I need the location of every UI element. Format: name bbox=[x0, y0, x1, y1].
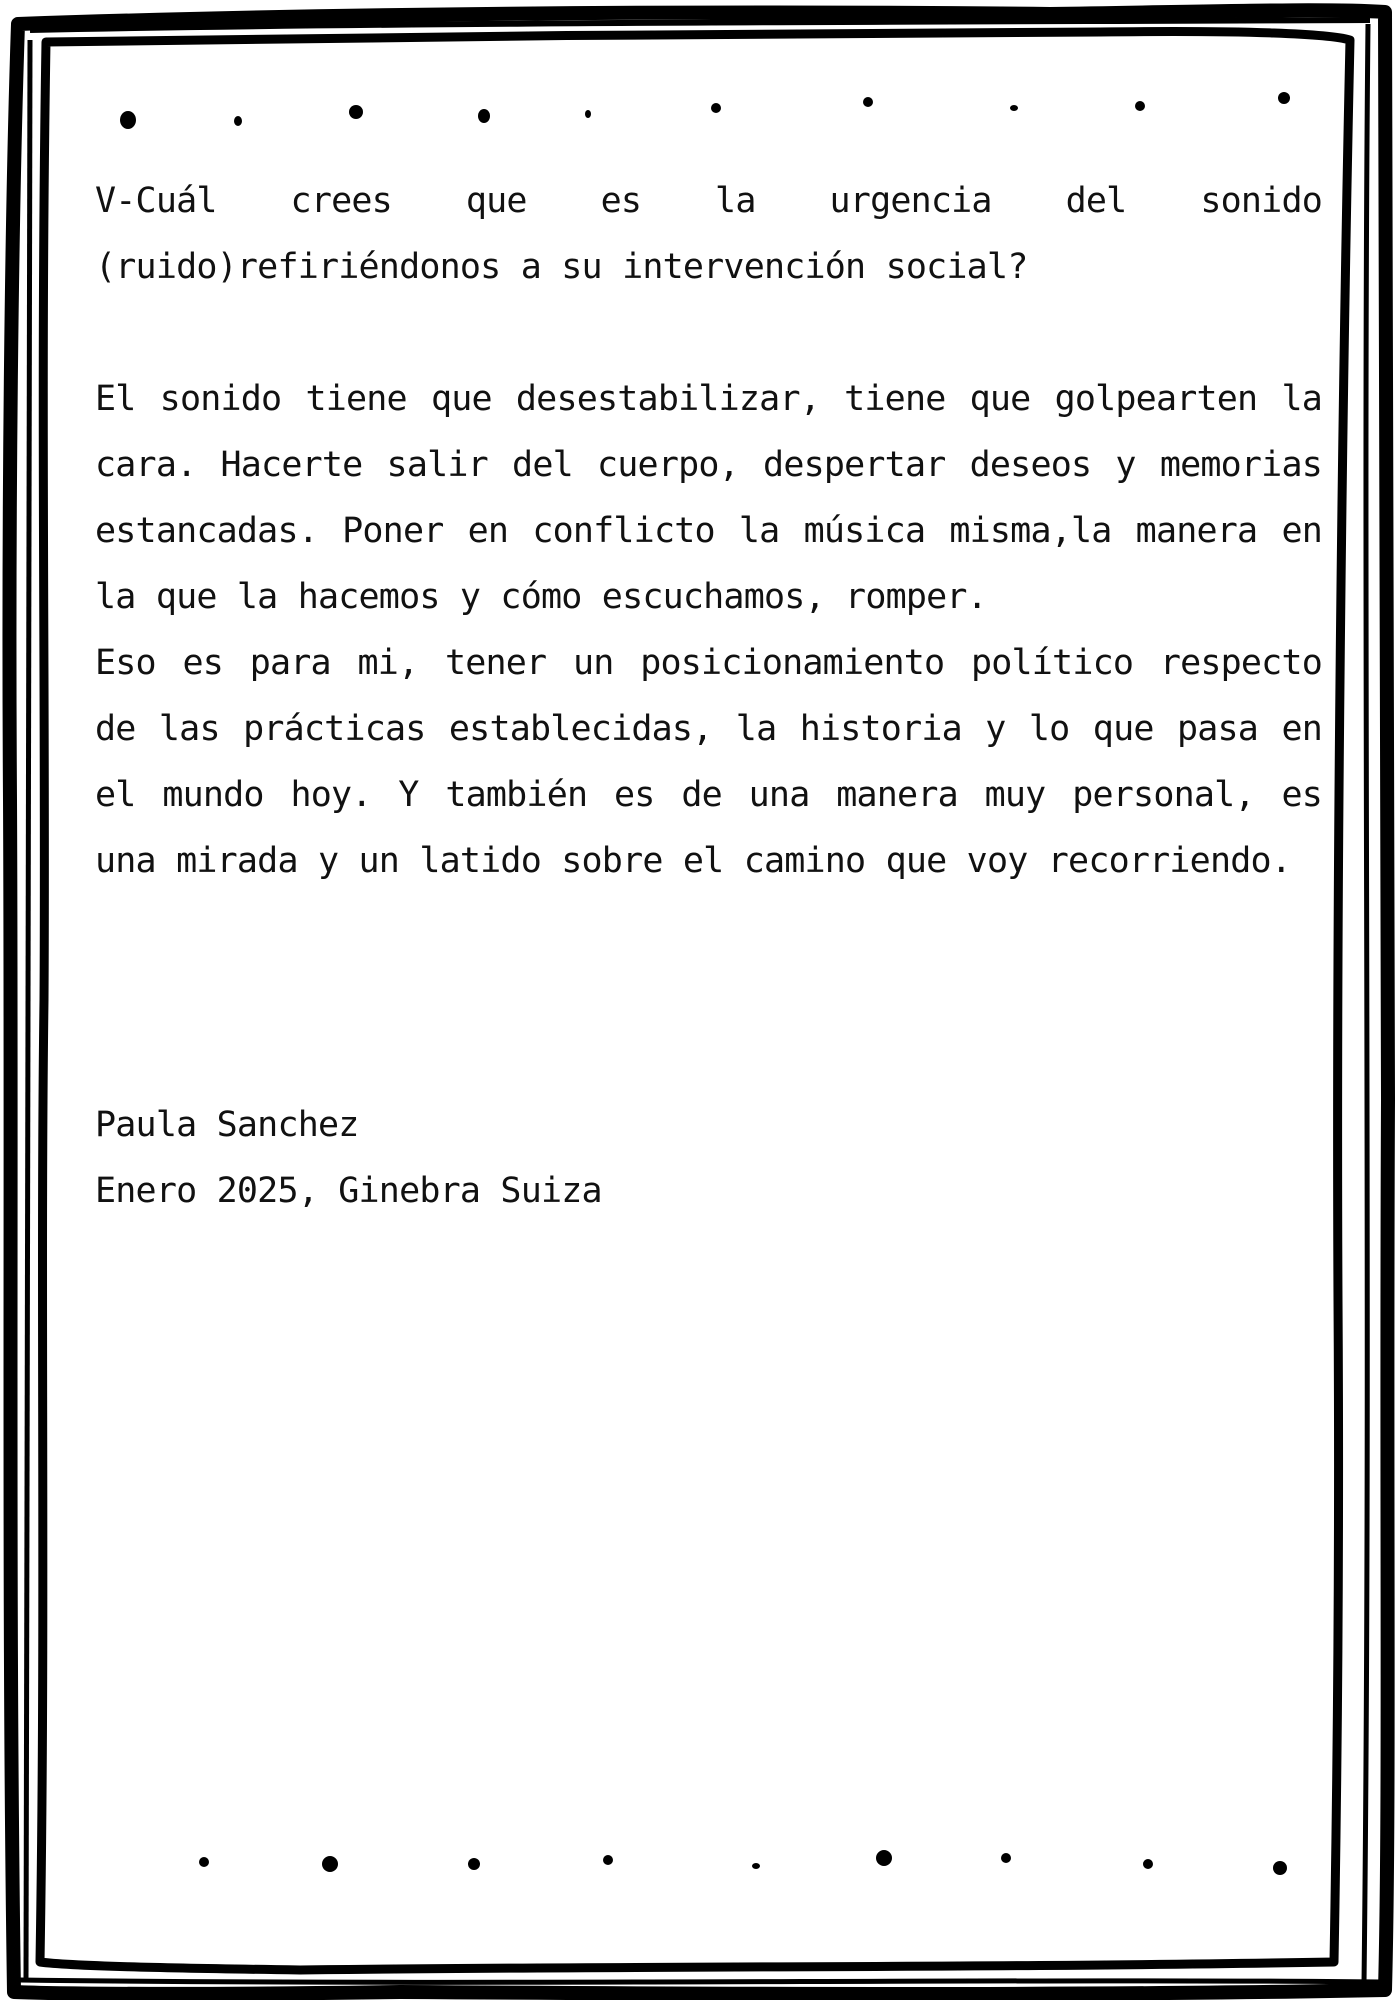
spacer bbox=[95, 894, 1322, 1092]
dot bbox=[711, 103, 721, 113]
bottom-dots bbox=[199, 1850, 1287, 1875]
dot bbox=[585, 110, 591, 118]
border-sketch-line-bottom bbox=[20, 1980, 1380, 1982]
dot bbox=[1010, 105, 1018, 111]
signature-block bbox=[95, 1092, 1322, 1224]
dot bbox=[468, 1858, 480, 1870]
spacer bbox=[95, 300, 1322, 366]
dot bbox=[863, 97, 873, 107]
dot bbox=[1143, 1859, 1153, 1869]
border-sketch-line-right bbox=[1364, 24, 1368, 1984]
answer-paragraph-2: Eso es para mi, tener un posicionamiento político respecto de las prácticas establecidas, la historia y lo que pasa en el mundo hoy. Y también es de una manera muy personal, es una mirada y un latido sobre el camino que voy recorriendo. bbox=[95, 643, 1322, 881]
dot bbox=[120, 111, 136, 129]
answer-paragraph-1: El sonido tiene que desestabilizar, tiene que golpearten la cara. Hacerte salir del cuerpo, despertar deseos y memorias estancadas. Poner en conflicto la música misma,la manera en la que la hacemos y cómo escuchamos, romper. bbox=[95, 379, 1322, 617]
dot bbox=[603, 1855, 613, 1865]
date-place: Enero 2025, Ginebra Suiza bbox=[95, 1171, 602, 1211]
dot bbox=[199, 1857, 209, 1867]
dot bbox=[1273, 1861, 1287, 1875]
top-dots bbox=[120, 92, 1290, 129]
dot bbox=[876, 1850, 892, 1866]
dot bbox=[1001, 1853, 1011, 1863]
border-sketch-line-left bbox=[26, 40, 30, 1980]
dot bbox=[1278, 92, 1290, 104]
interview-question: V-Cuál crees que es la urgencia del sonido (ruido)refiriéndonos a su intervención social? bbox=[95, 181, 1322, 287]
dot bbox=[322, 1856, 338, 1872]
author-name: Paula Sanchez bbox=[95, 1105, 359, 1145]
dot bbox=[478, 109, 490, 123]
dot bbox=[752, 1863, 760, 1869]
dot bbox=[1135, 101, 1145, 111]
dot bbox=[234, 116, 242, 126]
document-body bbox=[95, 168, 1322, 1224]
dot bbox=[349, 105, 363, 119]
